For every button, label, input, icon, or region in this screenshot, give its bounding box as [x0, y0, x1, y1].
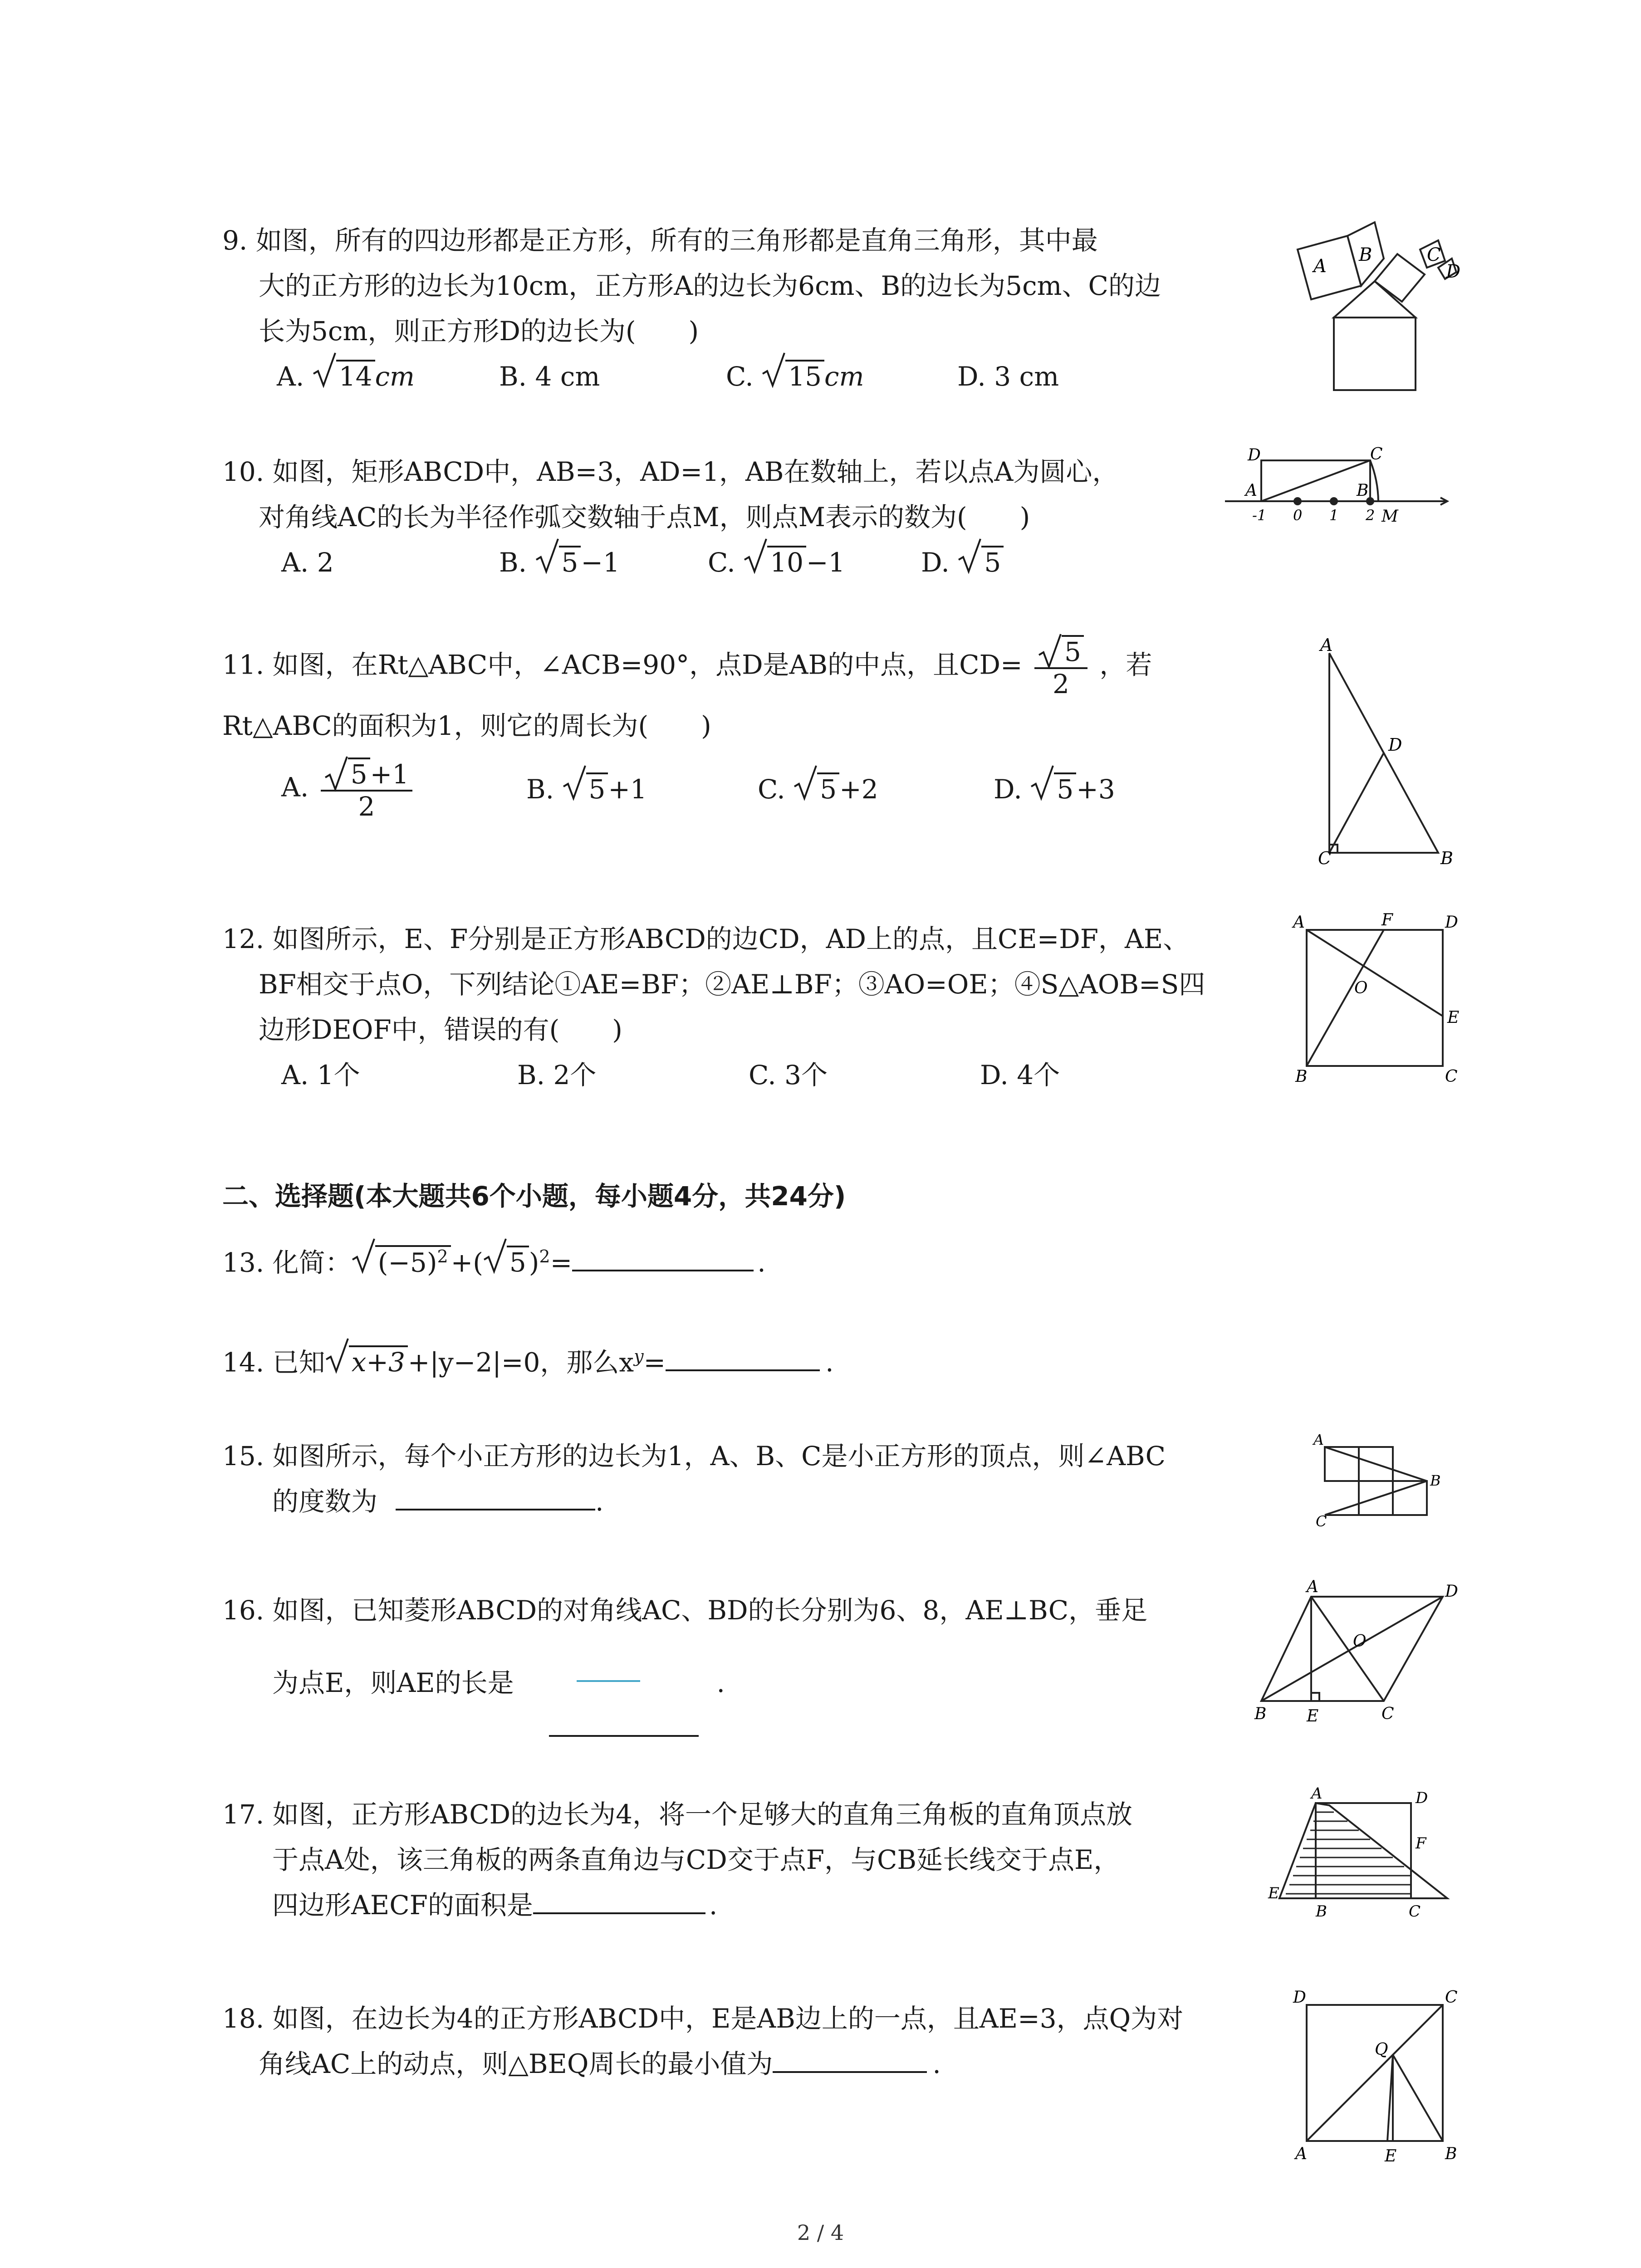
fig-label: A: [1295, 2145, 1307, 2163]
q15-line1: 15. 如图所示，每个小正方形的边长为1，A、B、C是小正方形的顶点，则∠ABC: [222, 1441, 1166, 1471]
section-heading: 二、选择题(本大题共6个小题，每小题4分，共24分): [222, 1181, 846, 1212]
q10-figure: [1216, 447, 1452, 533]
q10-line2: 对角线AC的长为半径作弧交数轴于点M，则点M表示的数为( ): [259, 502, 1030, 533]
question-17: [222, 1792, 1132, 1928]
q17-line2: 于点A处，该三角板的两条直角边与CD交于点F，与CB延长线交于点E，: [272, 1844, 1120, 1875]
q10-option-c[interactable]: C. 10 −1: [708, 540, 845, 585]
question-18: [222, 1996, 1183, 2087]
fig-label: A: [1313, 256, 1327, 277]
q14-line: 14. 已知 x+3 +|y−2|=0，那么$x^y=$ .: [222, 1334, 834, 1385]
sqrt-symbol: 5: [794, 767, 839, 812]
q9-options: [222, 354, 1161, 404]
q13-line: 13. 化简： $(-5)^2$ +( 5 )$^2$= .: [222, 1234, 766, 1285]
q12-options: [222, 1052, 1205, 1102]
q12-line1: 12. 如图所示，E、F分别是正方形ABCD的边CD，AD上的点，且CE=DF，AE、: [222, 924, 1190, 954]
q15-figure: [1307, 1429, 1461, 1529]
q12-option-c[interactable]: C. 3个: [749, 1060, 828, 1090]
fig-label: C: [1445, 1988, 1458, 2007]
q10-option-b[interactable]: B. 5 −1: [499, 540, 620, 585]
q9-line2: 大的正方形的边长为10cm，正方形A的边长为6cm、B的边长为5cm、C的边: [259, 270, 1161, 301]
sqrt-symbol: 5: [563, 767, 608, 812]
q9-option-c[interactable]: C. 15 cm: [726, 354, 864, 399]
fig-label: C: [1409, 1902, 1421, 1921]
sqrt-symbol: x+3: [325, 1339, 408, 1385]
q11-figure: [1302, 635, 1474, 871]
fig-label: E: [1268, 1884, 1279, 1902]
fig-label: -1: [1252, 507, 1267, 524]
q9-figure: [1270, 200, 1506, 395]
fig-label: A: [1293, 913, 1305, 932]
fig-label: B: [1445, 2145, 1457, 2163]
q12-line2: BF相交于点O，下列结论①AE=BF；②AE⊥BF；③AO=OE；④S△AOB=S四: [259, 969, 1205, 1000]
q10-option-a[interactable]: A. 2: [281, 547, 334, 578]
q9-line3: 长为5cm，则正方形D的边长为( ): [259, 316, 699, 347]
fig-label: A: [1313, 1431, 1324, 1448]
fig-label: M: [1381, 507, 1398, 526]
q11-option-c[interactable]: C. 5 +2: [758, 767, 878, 812]
fig-label: B: [1316, 1902, 1327, 1921]
q9-option-a[interactable]: A. 14 cm: [277, 354, 415, 399]
fig-label: C: [1445, 1067, 1458, 1086]
q12-option-b[interactable]: B. 2个: [517, 1060, 597, 1090]
sqrt-symbol: 5: [535, 540, 581, 585]
q18-line1: 18. 如图，在边长为4的正方形ABCD中，E是AB边上的一点，且AE=3，点Q为对: [222, 2003, 1184, 2034]
fig-label: F: [1416, 1834, 1426, 1853]
fig-label: C: [1318, 848, 1332, 868]
fig-label: D: [1293, 1988, 1306, 2007]
fig-label: C: [1370, 447, 1383, 464]
question-16: [222, 1588, 1147, 1706]
answer-blank[interactable]: [572, 1245, 754, 1271]
q9-option-b[interactable]: B. 4 cm: [499, 361, 600, 392]
q15-line2: 的度数为 .: [222, 1479, 1166, 1524]
fig-label: A: [1307, 1579, 1318, 1596]
answer-blank[interactable]: [533, 1888, 705, 1914]
question-13: [222, 1234, 766, 1285]
q18-line2: 角线AC上的动点，则△BEQ周长的最小值为 .: [222, 2041, 1183, 2087]
fig-label: O: [1354, 979, 1368, 997]
page-number: 2 / 4: [797, 2220, 844, 2245]
question-9: [222, 218, 1161, 404]
question-12: [222, 916, 1205, 1102]
q10-option-d[interactable]: D. 5: [921, 540, 1004, 585]
q12-option-a[interactable]: A. 1个: [281, 1060, 360, 1090]
fig-label: B: [1359, 244, 1372, 265]
fig-label: 2: [1366, 507, 1375, 524]
q9-line1: 9. 如图，所有的四边形都是正方形，所有的三角形都是直角三角形，其中最: [222, 225, 1098, 256]
q11-options: [222, 748, 1152, 821]
q11-option-b[interactable]: B. 5 +1: [526, 767, 647, 812]
fig-label: 0: [1293, 507, 1303, 524]
fig-label: C: [1316, 1513, 1327, 1529]
fig-label: B: [1430, 1472, 1441, 1489]
q11-line2: Rt△ABC的面积为1，则它的周长为( ): [222, 710, 711, 741]
fraction: $\frac{5 +1}{2}$: [321, 758, 412, 821]
fig-label: D: [1445, 913, 1458, 932]
q16-line2: 为点E，则AE的长是 .: [272, 1667, 725, 1698]
q11-option-a[interactable]: A. $\frac{5 +1}{2}$: [281, 758, 416, 821]
fig-label: A: [1245, 481, 1257, 500]
q17-figure: [1266, 1785, 1465, 1921]
fig-label: B: [1295, 1067, 1308, 1086]
fig-label: C: [1381, 1705, 1394, 1723]
fig-label: D: [1446, 261, 1461, 282]
fig-label: F: [1381, 912, 1393, 929]
sqrt-symbol: 5: [483, 1240, 529, 1285]
sqrt-symbol: $(-5)^2$: [352, 1240, 451, 1285]
q17-line3: 四边形AECF的面积是 .: [222, 1882, 1132, 1928]
q12-line3: 边形DEOF中，错误的有( ): [259, 1014, 622, 1045]
question-10: [222, 449, 1118, 590]
fig-label: E: [1447, 1008, 1460, 1027]
q11-option-d[interactable]: D. 5 +3: [994, 767, 1115, 812]
q18-figure: [1284, 1987, 1465, 2168]
sqrt-symbol: 14: [313, 354, 375, 399]
fig-label: 1: [1329, 507, 1339, 524]
sqrt-symbol: 15: [762, 354, 824, 399]
answer-hint-line: [577, 1680, 640, 1682]
fig-label: E: [1307, 1707, 1319, 1725]
q11-line1: 11. 如图，在Rt△ABC中，∠ACB=90°，点D是AB的中点，且CD= $\frac{5}{2}$ ，若: [222, 635, 1152, 703]
answer-blank[interactable]: [773, 2047, 927, 2073]
sqrt-symbol: 10: [744, 540, 806, 585]
q16-line1: 16. 如图，已知菱形ABCD的对角线AC、BD的长分别为6、8，AE⊥BC，垂足: [222, 1595, 1148, 1626]
answer-blank[interactable]: [666, 1345, 820, 1371]
answer-blank[interactable]: [549, 1735, 699, 1737]
question-15: [222, 1433, 1166, 1524]
question-11: [222, 635, 1152, 821]
q16-figure: [1252, 1579, 1465, 1733]
fig-label: D: [1445, 1582, 1458, 1601]
question-14: [222, 1334, 834, 1385]
fig-label: B: [1357, 481, 1369, 500]
q10-options: [222, 540, 1118, 590]
answer-blank[interactable]: [396, 1484, 595, 1510]
q12-figure: [1279, 912, 1470, 1093]
fig-label: A: [1311, 1785, 1323, 1803]
fraction: $\frac{5}{2}$: [1034, 635, 1087, 699]
q12-option-d[interactable]: D. 4个: [980, 1060, 1060, 1090]
fig-label: D: [1388, 735, 1402, 755]
fig-label: B: [1254, 1705, 1267, 1723]
fig-label: O: [1353, 1632, 1367, 1651]
sqrt-symbol: 5: [958, 540, 1004, 585]
fig-label: E: [1385, 2147, 1397, 2165]
fig-label: C: [1427, 244, 1441, 265]
fig-label: A: [1320, 635, 1333, 655]
q9-option-d[interactable]: D. 3 cm: [957, 361, 1059, 392]
fig-label: B: [1440, 848, 1453, 868]
fig-label: Q: [1375, 2040, 1388, 2059]
fig-label: D: [1416, 1789, 1428, 1807]
fig-label: D: [1248, 447, 1261, 464]
q10-line1: 10. 如图，矩形ABCD中，AB=3，AD=1，AB在数轴上，若以点A为圆心，: [222, 456, 1119, 487]
q17-line1: 17. 如图，正方形ABCD的边长为4，将一个足够大的直角三角板的直角顶点放: [222, 1799, 1133, 1830]
sqrt-symbol: 5: [1030, 767, 1076, 812]
